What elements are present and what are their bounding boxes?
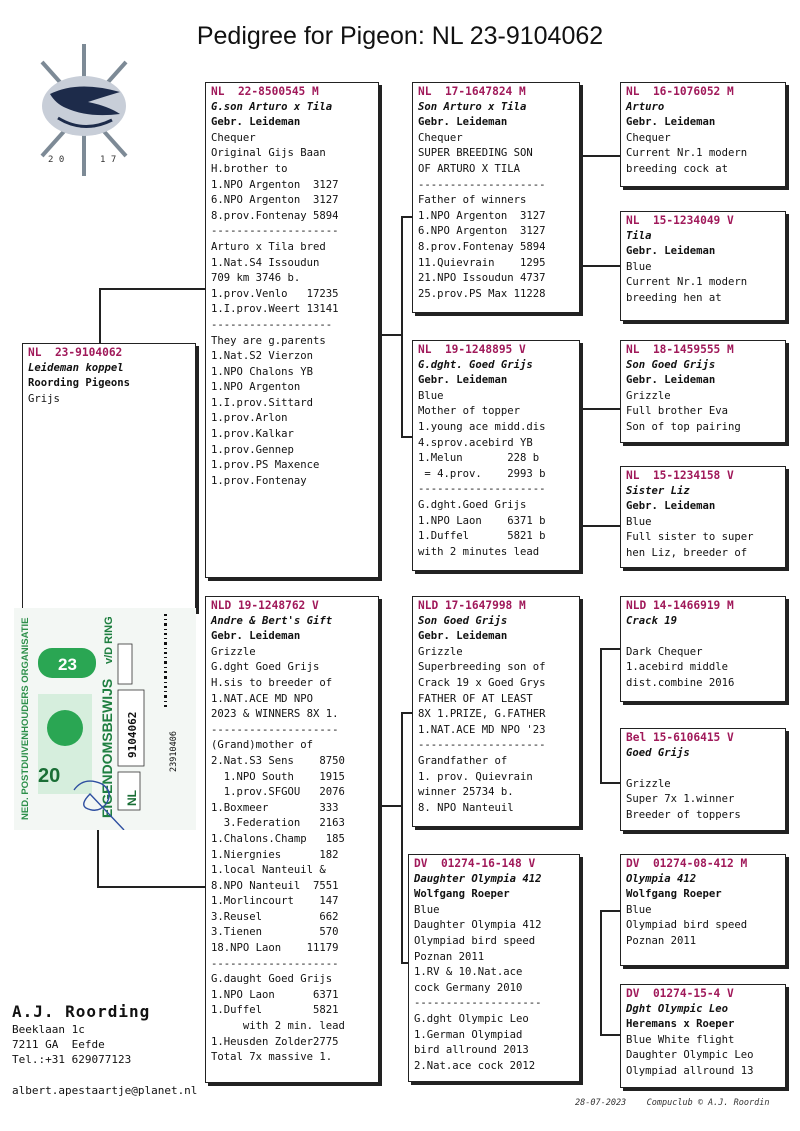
info-line: 1.NPO Laon 6371 xyxy=(211,988,339,1001)
ring-number: NL 22-8500545 M xyxy=(211,85,319,98)
info-line: 1.prov.Gennep xyxy=(211,443,294,456)
info-line: Daughter Olympia 412 xyxy=(414,919,542,932)
info-line: Father of winners xyxy=(418,194,527,207)
pigeon-name: Leideman koppel xyxy=(28,361,124,374)
info-line: 1.NAT.ACE MD NPO '23 xyxy=(418,723,546,736)
info-line: 2.Nat.ace cock 2012 xyxy=(414,1059,536,1072)
info-line: 1.prov.Kalkar xyxy=(211,428,294,441)
info-line: 1.I.prov.Weert 13141 xyxy=(211,303,339,316)
breeder-name: Gebr. Leideman xyxy=(418,116,508,129)
info-line: Current Nr.1 modern xyxy=(626,147,748,160)
info-line: G.dght Goed Grijs xyxy=(211,661,320,674)
ring-number: Bel 15-6106415 V xyxy=(626,731,734,744)
info-line: Current Nr.1 modern xyxy=(626,276,748,289)
info-line: 1.prov.Venlo 17235 xyxy=(211,287,339,300)
info-line: 1.NPO Laon 6371 b xyxy=(418,514,546,527)
info-line: Breeder of toppers xyxy=(626,808,741,821)
connector-line xyxy=(97,830,99,887)
ring-number: NL 16-1076052 M xyxy=(626,85,734,98)
info-line: H.brother to xyxy=(211,162,288,175)
info-line: 1.Boxmeer 333 xyxy=(211,801,339,814)
info-line: Chequer xyxy=(418,131,463,144)
info-line: Daughter Olympic Leo xyxy=(626,1049,754,1062)
breeder-name: Gebr. Leideman xyxy=(211,116,301,129)
info-line: 8X 1.PRIZE, G.FATHER xyxy=(418,708,546,721)
sire-dam-card xyxy=(412,340,580,571)
info-line: 21.NPO Issoudun 4737 xyxy=(418,272,546,285)
info-line: Olympiad allround 13 xyxy=(626,1064,754,1077)
info-line: G.dght Olympic Leo xyxy=(414,1012,529,1025)
stamp-ring-label: v/D RING xyxy=(103,616,115,664)
logo-year-right: 1 7 xyxy=(100,155,117,165)
info-line: 1.Chalons.Champ 185 xyxy=(211,832,345,845)
connector-line xyxy=(580,525,620,527)
blank-line xyxy=(626,761,780,777)
info-line: Blue xyxy=(626,903,652,916)
info-line: 4.sprov.acebird YB xyxy=(418,436,533,449)
pigeon-name: Son Goed Grijs xyxy=(626,358,716,371)
info-line: Dark Chequer xyxy=(626,645,703,658)
connector-line xyxy=(600,910,620,912)
info-line: = 4.prov. 2993 b xyxy=(418,467,546,480)
stamp-year: 23 xyxy=(58,655,77,674)
sire-card xyxy=(205,82,379,578)
info-line: 1.Nat.S4 Issoudun xyxy=(211,256,320,269)
info-line: 1.NPO Argenton xyxy=(211,381,301,394)
breeder-name: Gebr. Leideman xyxy=(626,374,716,387)
info-line: 1.NPO Argenton 3127 xyxy=(418,209,546,222)
owner-email[interactable]: albert.apestaartje@planet.nl xyxy=(12,1084,198,1097)
info-line: 1.local Nanteuil & xyxy=(211,864,326,877)
sire-sire-card xyxy=(412,82,580,313)
info-line: Grizzle xyxy=(626,777,671,790)
info-line: 1.prov.Arlon xyxy=(211,412,288,425)
info-line: -------------------- xyxy=(414,997,542,1010)
info-line: 1.I.prov.Sittard xyxy=(211,396,314,409)
ring-number: NLD 14-1466919 M xyxy=(626,599,734,612)
info-line: Grijs xyxy=(28,392,60,405)
info-line: bird allround 2013 xyxy=(414,1044,529,1057)
pigeon-name: Andre & Bert's Gift xyxy=(211,614,333,627)
connector-line xyxy=(580,408,620,410)
info-line: Full brother Eva xyxy=(626,405,729,418)
connector-line xyxy=(99,288,205,290)
info-line: 11.Quievrain 1295 xyxy=(418,256,546,269)
info-line: Chequer xyxy=(626,131,671,144)
info-line: FATHER OF AT LEAST xyxy=(418,692,533,705)
info-line: H.sis to breeder of xyxy=(211,676,333,689)
stamp-country: NL xyxy=(125,790,139,806)
ring-number: NL 17-1647824 M xyxy=(418,85,526,98)
info-line: 1.Duffel 5821 xyxy=(211,1004,339,1017)
info-line: -------------------- xyxy=(418,739,546,752)
ownership-certificate-stamp xyxy=(14,608,196,830)
info-line: Grandfather of xyxy=(418,754,508,767)
info-line: with 2 minutes lead xyxy=(418,545,540,558)
connector-line xyxy=(401,712,403,962)
info-line: 6.NPO Argenton 3127 xyxy=(211,194,339,207)
ssd-card xyxy=(620,211,786,321)
breeder-name: Roording Pigeons xyxy=(28,377,131,390)
print-footer: 28-07-2023 Compuclub © A.J. Roordin xyxy=(575,1098,770,1108)
connector-line xyxy=(97,886,205,888)
info-line: 18.NPO Laon 11179 xyxy=(211,942,339,955)
info-line: breeding cock at xyxy=(626,162,729,175)
info-line: 1.RV & 10.Nat.ace xyxy=(414,966,523,979)
info-line: Son of top pairing xyxy=(626,420,741,433)
info-line: 25.prov.PS Max 11228 xyxy=(418,287,546,300)
dam-card xyxy=(205,596,379,1083)
stamp-number: 9104062 xyxy=(126,711,139,758)
blank-line xyxy=(626,629,780,645)
info-line: 1.NPO Chalons YB xyxy=(211,365,314,378)
ring-number: NL 23-9104062 xyxy=(28,346,123,359)
owner-name: A.J. Roording xyxy=(12,1002,151,1021)
info-line: (Grand)mother of xyxy=(211,739,314,752)
breeder-name: Gebr. Leideman xyxy=(418,630,508,643)
pigeon-name: Sister Liz xyxy=(626,484,690,497)
breeder-name: Gebr. Leideman xyxy=(626,500,716,513)
stamp-barcode-number: 23910406 xyxy=(169,731,179,772)
info-line: hen Liz, breeder of xyxy=(626,546,748,559)
info-line: Blue xyxy=(414,903,440,916)
ring-number: NLD 17-1647998 M xyxy=(418,599,526,612)
breeder-name: Wolfgang Roeper xyxy=(414,888,510,901)
info-line: -------------------- xyxy=(211,723,339,736)
stamp-year-full: 20 xyxy=(38,765,61,787)
info-line: Full sister to super xyxy=(626,531,754,544)
info-line: 3.Reusel 662 xyxy=(211,910,339,923)
info-line: 1.Heusden Zolder2775 xyxy=(211,1035,339,1048)
dam-dam-card xyxy=(408,854,580,1082)
info-line: 3.Tienen 570 xyxy=(211,926,339,939)
stamp-org: NED. POSTDUIVENHOUDERS ORGANISATIE xyxy=(20,617,31,820)
info-line: Poznan 2011 xyxy=(626,934,697,947)
connector-line xyxy=(580,408,582,526)
info-line: 1.NPO Argenton 3127 xyxy=(211,178,339,191)
info-line: 8.NPO Nanteuil 7551 xyxy=(211,879,339,892)
owner-phone: Tel.:+31 629077123 xyxy=(12,1053,132,1066)
info-line: Original Gijs Baan xyxy=(211,147,326,160)
owner-address-line2: 7211 GA Eefde xyxy=(12,1038,105,1051)
info-line: SUPER BREEDING SON xyxy=(418,147,533,160)
breeder-name: Wolfgang Roeper xyxy=(626,888,722,901)
info-line: 1.prov.SFGOU 2076 xyxy=(211,786,345,799)
info-line: Crack 19 x Goed Grys xyxy=(418,676,546,689)
club-logo xyxy=(28,44,140,180)
pigeon-name: Dght Olympic Leo xyxy=(626,1002,729,1015)
dds-card xyxy=(620,854,786,966)
owner-address-line1: Beeklaan 1c xyxy=(12,1023,85,1036)
info-line: Blue xyxy=(626,260,652,273)
connector-line xyxy=(580,155,582,266)
info-line: 1.Melun 228 b xyxy=(418,452,540,465)
ring-number: NLD 19-1248762 V xyxy=(211,599,319,612)
breeder-name: Gebr. Leideman xyxy=(626,116,716,129)
connector-line xyxy=(378,805,402,807)
info-line: Grizzle xyxy=(626,389,671,402)
breeder-name: Gebr. Leideman xyxy=(626,245,716,258)
info-line: -------------------- xyxy=(418,178,546,191)
info-line: 6.NPO Argenton 3127 xyxy=(418,225,546,238)
info-line: 1.young ace midd.dis xyxy=(418,420,546,433)
info-line: dist.combine 2016 xyxy=(626,676,735,689)
pigeon-name: Tila xyxy=(626,229,652,242)
ring-number: NL 18-1459555 M xyxy=(626,343,734,356)
connector-line xyxy=(378,334,402,336)
info-line: Grizzle xyxy=(418,645,463,658)
info-line: 1.acebird middle xyxy=(626,661,729,674)
info-line: Superbreeding son of xyxy=(418,661,546,674)
ring-number: DV 01274-08-412 M xyxy=(626,857,748,870)
ddd-card xyxy=(620,984,786,1088)
info-line: Olympiad bird speed xyxy=(626,919,748,932)
info-line: Grizzle xyxy=(211,645,256,658)
info-line: 8.prov.Fontenay 5894 xyxy=(418,240,546,253)
info-line: 1.Morlincourt 147 xyxy=(211,895,339,908)
pigeon-name: Arturo xyxy=(626,100,665,113)
info-line: 1.Nat.S2 Vierzon xyxy=(211,350,314,363)
info-line: Poznan 2011 xyxy=(414,950,485,963)
info-line: Chequer xyxy=(211,131,256,144)
info-line: 1.Niergnies 182 xyxy=(211,848,339,861)
breeder-name: Gebr. Leideman xyxy=(211,630,301,643)
info-line: 1.Duffel 5821 b xyxy=(418,530,546,543)
pigeon-name: Daughter Olympia 412 xyxy=(414,872,542,885)
ring-number: DV 01274-16-148 V xyxy=(414,857,536,870)
info-line: Olympiad bird speed xyxy=(414,934,536,947)
subject-pigeon-card xyxy=(22,343,196,611)
connector-line xyxy=(99,288,101,346)
info-line: -------------------- xyxy=(418,483,546,496)
info-line: 1.NPO South 1915 xyxy=(211,770,345,783)
stamp-certificate: EIGENDOMSBEWIJS xyxy=(99,678,115,818)
dsd-card xyxy=(620,728,786,831)
info-line: 2.Nat.S3 Sens 8750 xyxy=(211,754,345,767)
info-line: They are g.parents xyxy=(211,334,326,347)
info-line: 1.prov.Fontenay xyxy=(211,474,307,487)
info-line: 1.NAT.ACE MD NPO xyxy=(211,692,314,705)
info-line: -------------------- xyxy=(211,225,339,238)
info-line: 3.Federation 2163 xyxy=(211,817,345,830)
logo-year-left: 2 0 xyxy=(48,155,65,165)
info-line: G.dght.Goed Grijs xyxy=(418,498,527,511)
pigeon-name: Goed Grijs xyxy=(626,746,690,759)
info-line: -------------------- xyxy=(211,957,339,970)
page-title: Pedigree for Pigeon: NL 23-9104062 xyxy=(196,22,604,50)
sdd-card xyxy=(620,466,786,568)
dam-sire-card xyxy=(412,596,580,827)
pigeon-name: G.dght. Goed Grijs xyxy=(418,358,533,371)
info-line: 8. NPO Nanteuil xyxy=(418,801,514,814)
pigeon-name: G.son Arturo x Tila xyxy=(211,100,333,113)
info-line: Total 7x massive 1. xyxy=(211,1051,333,1064)
info-line: cock Germany 2010 xyxy=(414,981,523,994)
info-line: 2023 & WINNERS 8X 1. xyxy=(211,708,339,721)
info-line: G.daught Goed Grijs xyxy=(211,973,333,986)
info-line: 1. prov. Quievrain xyxy=(418,770,533,783)
info-line: Blue White flight xyxy=(626,1033,735,1046)
ring-number: NL 19-1248895 V xyxy=(418,343,526,356)
info-line: ------------------- xyxy=(211,318,333,331)
connector-line xyxy=(600,782,620,784)
info-line: 8.prov.Fontenay 5894 xyxy=(211,209,339,222)
info-line: Super 7x 1.winner xyxy=(626,793,735,806)
pigeon-name: Son Arturo x Tila xyxy=(418,100,527,113)
connector-line xyxy=(580,265,620,267)
info-line: 1.German Olympiad xyxy=(414,1028,523,1041)
connector-line xyxy=(600,1034,620,1036)
breeder-name: Heremans x Roeper xyxy=(626,1018,735,1031)
pigeon-name: Crack 19 xyxy=(626,614,678,627)
breeder-name: Gebr. Leideman xyxy=(418,374,508,387)
ring-number: NL 15-1234158 V xyxy=(626,469,734,482)
info-line: breeding hen at xyxy=(626,291,722,304)
sds-card xyxy=(620,340,786,443)
info-line: 709 km 3746 b. xyxy=(211,272,301,285)
info-line: 1.prov.PS Maxence xyxy=(211,459,320,472)
sss-card xyxy=(620,82,786,187)
connector-line xyxy=(600,910,602,1035)
pigeon-name: Olympia 412 xyxy=(626,872,697,885)
ring-number: NL 15-1234049 V xyxy=(626,214,734,227)
info-line: Arturo x Tila bred xyxy=(211,240,326,253)
ring-number: DV 01274-15-4 V xyxy=(626,987,734,1000)
connector-line xyxy=(580,155,620,157)
dss-card xyxy=(620,596,786,702)
info-line: Blue xyxy=(626,515,652,528)
info-line: winner 25734 b. xyxy=(418,786,514,799)
connector-line xyxy=(600,648,620,650)
connector-line xyxy=(600,648,602,783)
info-line: Blue xyxy=(418,389,444,402)
pigeon-name: Son Goed Grijs xyxy=(418,614,508,627)
info-line: OF ARTURO X TILA xyxy=(418,162,521,175)
info-line: Mother of topper xyxy=(418,405,521,418)
info-line: with 2 min. lead xyxy=(211,1020,345,1033)
connector-line xyxy=(401,216,403,436)
